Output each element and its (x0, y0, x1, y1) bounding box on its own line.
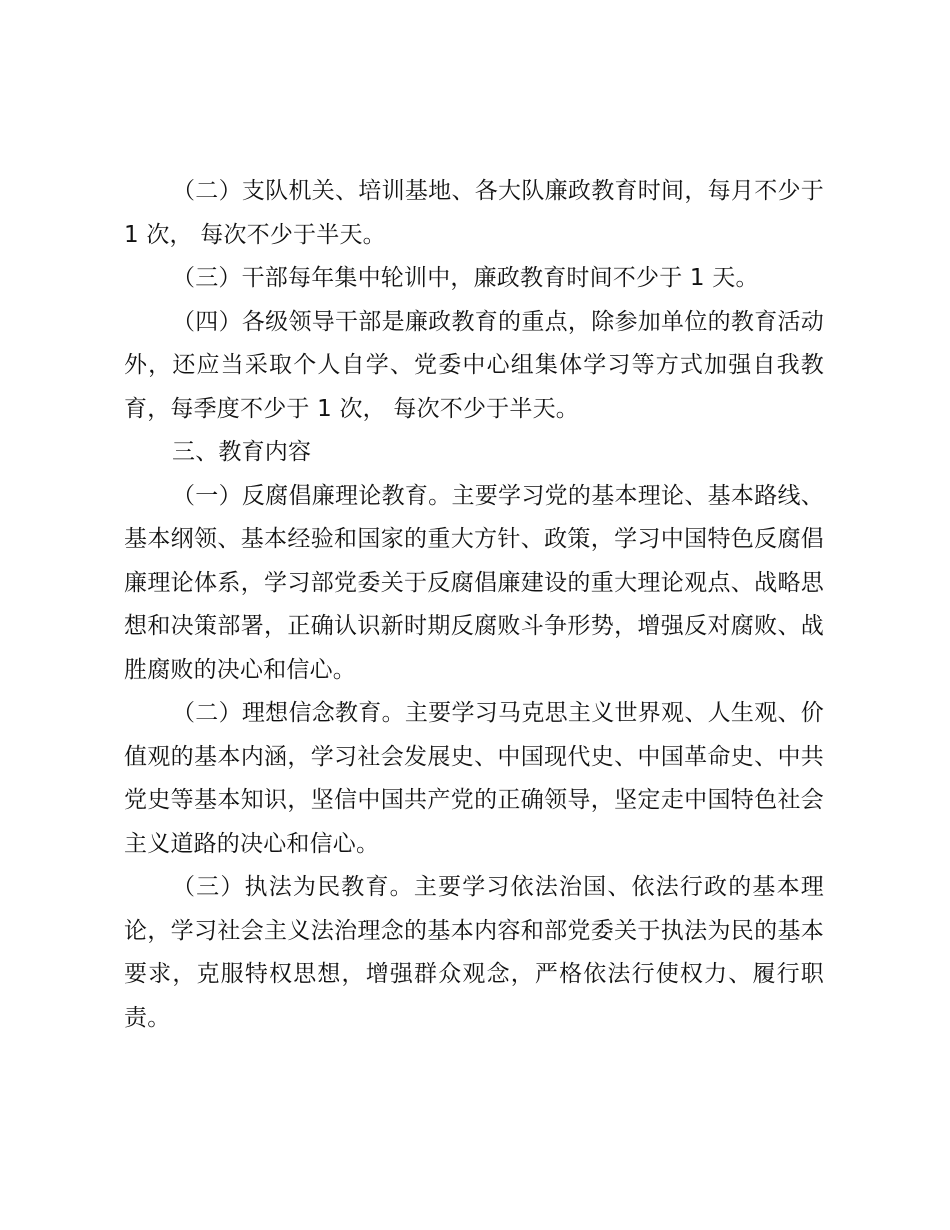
section-heading-3: 三、教育内容 (172, 439, 312, 465)
document-body (124, 170, 824, 1040)
paragraph-3-3: （三）执法为民教育。主要学习依法治国、依法行政的基本理论，学习社会主义法治理念的基本内容和部党委关于执法为民的基本要求，克服特权思想，增强群众观念，严格依法行使权力、履行职责。 (124, 874, 824, 1031)
paragraph-2-3: （三）干部每年集中轮训中，廉政教育时间不少于 1 天。 (172, 265, 759, 291)
paragraph-2-4: （四）各级领导干部是廉政教育的重点，除参加单位的教育活动外，还应当采取个人自学、党委中心组集体学习等方式加强自我教育，每季度不少于 1 次， 每次不少于半天。 (124, 308, 824, 422)
paragraph-3-2: （二）理想信念教育。主要学习马克思主义世界观、人生观、价值观的基本内涵，学习社会发展史、中国现代史、中国革命史、中共党史等基本知识，坚信中国共产党的正确领导，坚定走中国特色社会主义道路的决心和信心。 (124, 700, 824, 857)
paragraph-2-2: （二）支队机关、培训基地、各大队廉政教育时间，每月不少于 1 次， 每次不少于半天。 (124, 178, 824, 248)
paragraph-3-1: （一）反腐倡廉理论教育。主要学习党的基本理论、基本路线、基本纲领、基本经验和国家的重大方针、政策，学习中国特色反腐倡廉理论体系，学习部党委关于反腐倡廉建设的重大理论观点、战略思想和决策部署，正确认识新时期反腐败斗争形势，增强反对腐败、战胜腐败的决心和信心。 (124, 482, 824, 683)
